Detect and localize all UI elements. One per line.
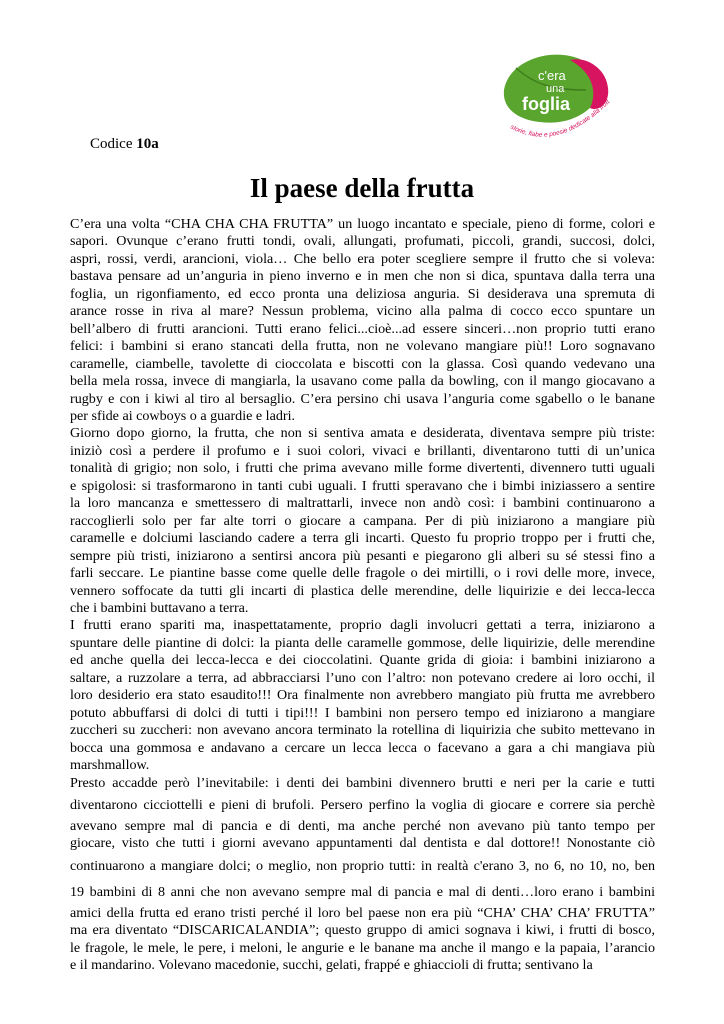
- paragraph: [70, 425, 655, 617]
- text-line: iniziò così a perdere il profumo e i suoi colori, vivaci e brillanti, diventarono tutti di un’unica: [70, 442, 655, 459]
- code-label: Codice: [90, 136, 133, 152]
- text-line: I frutti erano spariti ma, inaspettatamente, proprio dagli involucri gettati a terra, iniziarono a: [70, 617, 655, 634]
- code-value: 10a: [136, 136, 159, 152]
- text-line: per sfide ai cowboys o a guardie e ladri.: [70, 407, 296, 424]
- text-line: arance rosse in riva al mare? Nessun problema, vicino alla palma di cocco ecco spuntare un: [70, 303, 655, 320]
- text-line: bastava pensare ad un’anguria in pieno inverno e in men che non si dica, spuntava dalla terra una: [70, 268, 655, 285]
- text-line: ed anche quella dei lecca-lecca e dei cioccolatini. Quante grida di gioia: i bambini iniziarono a: [70, 652, 655, 669]
- text-line: marshmallow.: [70, 757, 150, 774]
- text-line: tonalità di grigio; non solo, i frutti che prima avevano mille forme divertenti, divennero tutti uguali: [70, 460, 655, 477]
- page-title: Il paese della frutta: [249, 173, 475, 203]
- logo-text-line1: c'era: [538, 68, 566, 83]
- text-line: sapori. Ovunque c’erano frutti tondi, ovali, allungati, profumati, piccoli, grandi, succosi, dolci,: [70, 233, 655, 250]
- text-line: zuccheri su zuccheri: non avevano ancora terminato la rotellina di liquirizia che subito mettevano in: [70, 722, 655, 739]
- text-line: Presto accadde però l’inevitabile: i denti dei bambini divennero brutti e neri per la carie e tutti: [70, 774, 655, 791]
- cera-una-foglia-logo: [498, 50, 616, 150]
- text-line: aspri, rossi, verdi, arancioni, viola… Che bello era poter scegliere sempre il frutto che si voleva:: [70, 250, 655, 267]
- text-line: Giorno dopo giorno, la frutta, che non si sentiva amata e desiderata, diventava sempre più triste:: [70, 425, 655, 442]
- text-line: felici: i bambini si erano stancati della frutta, non ne volevano mangiare più!! Loro sognavano: [70, 338, 655, 355]
- text-line: loro desiderio era stato esaudito!!! Ora finalmente non avrebbero mangiato più frutta me avrebbero: [70, 687, 655, 704]
- text-line: ma era diventato “DISCARICALANDIA”; questo gruppo di amici sognava i kiwi, i frutti di bosco,: [70, 922, 655, 939]
- paragraph: [70, 775, 655, 975]
- text-line: saltare, a ruzzolare a terra, ad abbracciarsi l’uno con l’altro: non potevano credere ai loro occhi, il: [70, 669, 655, 686]
- text-line: sempre più tristi, iniziarono a sentirsi ancora più pesanti e piegarono gli alberi su sé stessi fino a: [70, 547, 655, 564]
- logo-text-line3: foglia: [522, 94, 570, 114]
- text-line: vennero soffocate da tutti gli incarti di plastica delle merendine, delle liquirizie e dei lecca-lecca: [70, 582, 655, 599]
- text-line: avevano sempre mal di pancia e di denti, ma anche perché non avevano più tanto tempo per: [70, 817, 655, 834]
- text-line: e il mandarino. Volevano macedonie, succhi, gelati, frappé e ghiaccioli di frutta; sentivano la: [70, 957, 593, 974]
- text-line: bella mela rossa, invece di mangiarla, la usavano come palla da bowling, con il mango giocavano a: [70, 373, 655, 390]
- text-line: continuarono a mangiare dolci; o meglio, non proprio tutti: in realtà c'erano 3, no 6, no 10, no, ben: [70, 857, 655, 874]
- text-line: diventarono cicciottelli e pieni di brufoli. Persero perfino la voglia di giocare e correre sia perchè: [70, 796, 655, 813]
- story-body: [70, 216, 655, 975]
- text-line: bocca una gommosa e andavano a cercare un lecca lecca o facevano a gara a chi mangiava più: [70, 739, 655, 756]
- text-line: amici della frutta ed erano tristi perché il loro bel paese non era più “CHA’ CHA’ CHA’ FRUTTA”: [70, 904, 655, 921]
- text-line: farli seccare. Le piantine basse come quelle delle fragole o dei mirtilli, o i rovi delle more, invece,: [70, 565, 655, 582]
- text-line: foglia, un rigonfiamento, ed ecco pronta una deliziosa anguria. Si desiderava una spremuta di: [70, 285, 655, 302]
- text-line: caramelle e dolciumi lasciando cadere a terra gli incarti. Questo fu proprio troppo per i frutti che,: [70, 530, 655, 547]
- text-line: che i bambini buttavano a terra.: [70, 599, 249, 616]
- text-line: rugby e con i kiwi al tiro al bersaglio. C’era persino chi usava l’anguria come sgabello o le banane: [70, 390, 655, 407]
- logo-text-line2: una: [546, 83, 565, 95]
- text-line: caramelle, ciambelle, tavolette di cioccolata e biscotti con la glassa. Così quando vedevano una: [70, 355, 655, 372]
- text-line: 19 bambini di 8 anni che non avevano sempre mal di pancia e mal di denti…loro erano i bambini: [70, 883, 655, 900]
- document-code: [90, 135, 159, 153]
- text-line: raccoglierli solo per far alte torri o giocare a campana. Per di più iniziarono a mangiare più: [70, 512, 655, 529]
- paragraph: [70, 216, 655, 425]
- text-line: la loro mancanza e smettessero di maltrattarli, invece non andò così: i bambini continuarono a: [70, 495, 655, 512]
- text-line: le fragole, le mele, le pere, i meloni, le angurie e le banane ma anche il mango e la papaia, l’arancio: [70, 939, 655, 956]
- text-line: bell’albero di frutti arancioni. Tutti erano felici...cioè...ad essere sinceri…non proprio tutti erano: [70, 320, 655, 337]
- text-line: spuntare delle piantine di dolci: la pianta delle caramelle gommose, delle liquirizie, delle merendine: [70, 634, 655, 651]
- text-line: potuto abbuffarsi di dolci di tutti i tipi!!! I bambini non persero tempo ed iniziarono a mangiare: [70, 704, 655, 721]
- text-line: C’era una volta “CHA CHA CHA FRUTTA” un luogo incantato e speciale, pieno di forme, colori e: [70, 216, 655, 232]
- paragraph: [70, 617, 655, 774]
- text-line: giocare, visto che tutti i giorni avevano appuntamenti dal dentista e dal dottore!! Nonostante ciò: [70, 835, 655, 852]
- logo-arc-textpath: storie, fiabe e poesie dedicate alla frutt: [509, 98, 612, 139]
- text-line: e spigolosi: si trasformarono in tanti cubi uguali. I frutti speravano che i bimbi iniziassero a sentire: [70, 477, 655, 494]
